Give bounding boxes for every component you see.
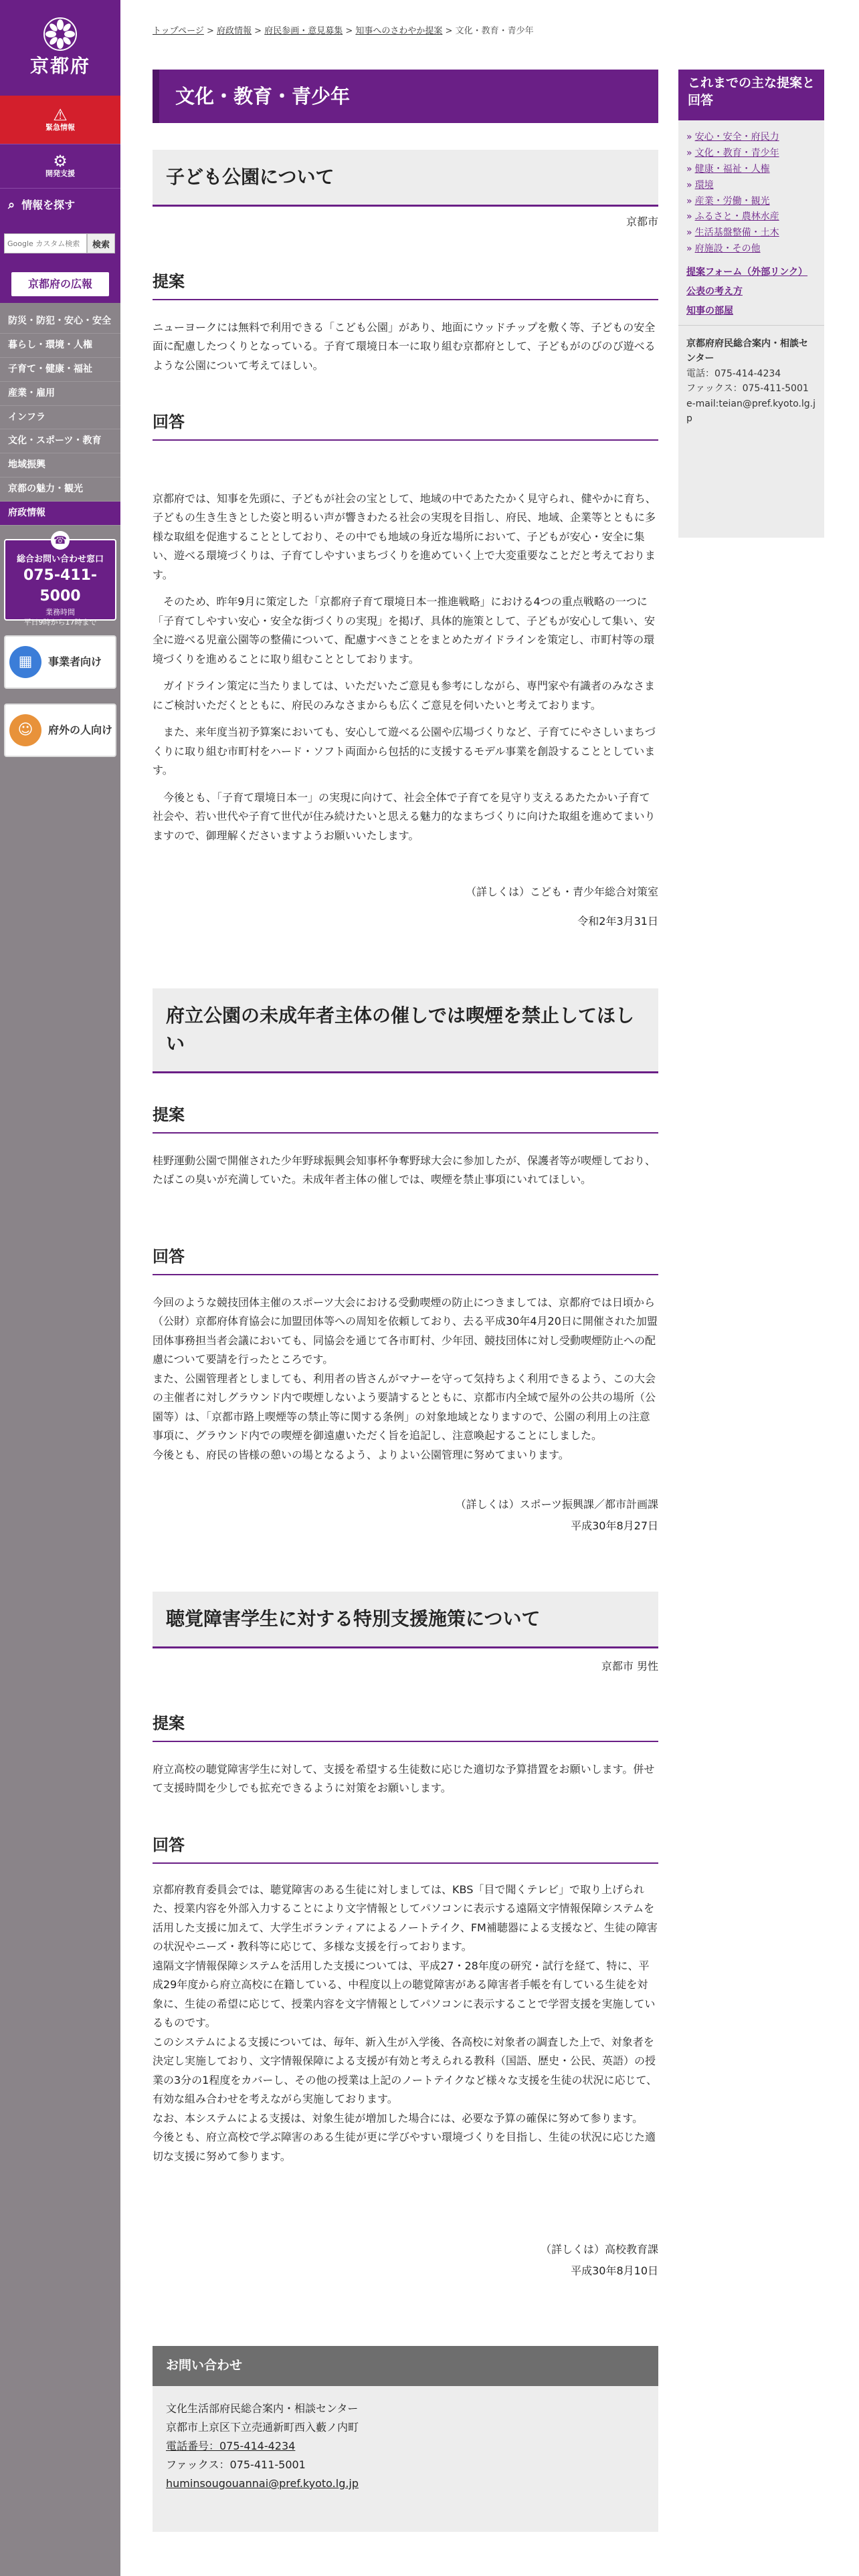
nav-label: 子育て・健康・福祉 bbox=[8, 363, 92, 374]
nav-item-sangyo[interactable] bbox=[0, 382, 120, 406]
answer-paragraph: ガイドライン策定に当たりましては、いただいたご意見も参考にしながら、専門家や有識者のみなさまにご検討いただくとともに、府民のみなさまからも広くご意見を伺いたいと考えております。 bbox=[153, 679, 656, 712]
nav-label: 文化・スポーツ・教育 bbox=[8, 435, 102, 447]
answer-paragraph: また、公園管理者としましても、利用者の皆さんがマナーを守って気持ちよく利用できるよう、この大会の主催者に対しグラウンド内で喫煙しないよう要請するとともに、京都市内全域で屋外の公共の場所（公園等）は、「京都市路上喫煙等の禁止等に関する条例」の対象地域となりますので、公園の利用上の注意事項に、グラウンド内での喫煙を御遠慮いただく旨を追記し、注意喚起することにしました。 bbox=[153, 1372, 656, 1442]
outside-visitors-card[interactable] bbox=[4, 704, 116, 757]
nav-item-bunka[interactable] bbox=[0, 429, 120, 453]
contact-box bbox=[153, 2346, 658, 2532]
contact-box-number: 075-411-5000 bbox=[23, 567, 98, 605]
section-title-kitsuen: 府立公園の未成年者主体の催しでは喫煙を禁止してほしい bbox=[153, 988, 658, 1073]
section1-proposal-heading: 提案 bbox=[153, 272, 658, 300]
outside-label: 府外の人向け bbox=[48, 724, 113, 737]
aside-title: これまでの主な提案と回答 bbox=[678, 70, 824, 120]
aside-item bbox=[686, 146, 816, 162]
aside-link-anzen[interactable]: 安心・安全・府民力 bbox=[694, 132, 779, 142]
section3-author: 京都市 男性 bbox=[601, 1660, 658, 1673]
contact-body bbox=[153, 2386, 658, 2506]
emergency-info-button[interactable] bbox=[0, 96, 120, 144]
nav-label: 地域振興 bbox=[8, 459, 45, 471]
aside-link-shisetsu[interactable]: 府施設・その他 bbox=[694, 243, 761, 255]
support-label: 開発支援 bbox=[45, 169, 75, 179]
section1-author: 京都市 bbox=[626, 215, 658, 228]
section3-answer bbox=[153, 1881, 658, 2166]
nav-item-fusei[interactable] bbox=[0, 502, 120, 526]
breadcrumb-teian[interactable]: 知事へのさわやか提案 bbox=[355, 26, 443, 36]
contact-box-title: 総合お問い合わせ窓口 bbox=[16, 554, 104, 565]
section3-proposal bbox=[153, 1760, 658, 1806]
search-button[interactable]: 検索 bbox=[87, 233, 115, 253]
contact-email-link[interactable]: huminsougouannai@pref.kyoto.lg.jp bbox=[166, 2477, 359, 2490]
aside-link-bunka[interactable]: 文化・教育・青少年 bbox=[694, 147, 779, 158]
nav-label: 防災・防犯・安心・安全 bbox=[8, 316, 111, 326]
contact-box-hours-label: 業務時間 bbox=[45, 607, 75, 617]
answer-paragraph: 今後とも、府民の皆様の憩いの場となるよう、よりよい公園管理に努めてまいります。 bbox=[153, 1448, 569, 1461]
nav-item-chiiki[interactable] bbox=[0, 453, 120, 477]
left-sidebar bbox=[0, 0, 120, 2576]
aside-item bbox=[686, 225, 816, 241]
proposal-form-link[interactable]: 提案フォーム（外部リンク） bbox=[686, 267, 808, 278]
section3-answer-heading: 回答 bbox=[153, 1835, 658, 1864]
section1-proposal bbox=[153, 318, 658, 383]
general-contact-box[interactable] bbox=[4, 534, 116, 627]
right-aside bbox=[678, 70, 824, 538]
nav-item-bousai[interactable] bbox=[0, 310, 120, 334]
aside-info-title: 京都府府民総合案内・相談センター bbox=[686, 338, 808, 364]
site-name: 京都府 bbox=[29, 55, 90, 78]
contact-tel-link[interactable]: 電話番号：075-414-4234 bbox=[166, 2440, 296, 2452]
nav-label: 京都の魅力・観光 bbox=[8, 484, 83, 495]
aside-link-kenko[interactable]: 健康・福祉・人権 bbox=[694, 163, 770, 175]
nav-label: インフラ bbox=[8, 411, 45, 423]
section2-proposal bbox=[153, 1152, 658, 1198]
aside-link-kankyo[interactable]: 環境 bbox=[694, 179, 714, 191]
bullet-icon: » bbox=[686, 147, 692, 158]
business-icon: ▦ bbox=[9, 646, 41, 678]
aside-form-item bbox=[678, 265, 824, 280]
bullet-icon: » bbox=[686, 243, 692, 255]
site-logo[interactable] bbox=[0, 0, 120, 96]
aside-link-furusato[interactable]: ふるさと・農林水産 bbox=[694, 211, 779, 223]
proposal-text: 府立高校の聴覚障害学生に対して、支援を希望する生徒数に応じた適切な予算措置をお願いします。併せて支援時間を少しでも拡充できるように対策をお願いします。 bbox=[153, 1763, 655, 1795]
section1-answer-heading: 回答 bbox=[153, 412, 658, 441]
koho-wrap bbox=[0, 265, 120, 303]
contact-box-hours: 平日9時から17時まで bbox=[23, 618, 97, 627]
aside-item bbox=[686, 130, 816, 146]
contact-address: 京都市上京区下立売通新町西入藪ノ内町 bbox=[166, 2421, 359, 2434]
phone-icon: ☎ bbox=[51, 531, 70, 550]
answer-paragraph: 遠隔文字情報保障システムを活用した支援については、平成27・28年度の研究・試行を経て、特に、平成29年度から府立高校に在籍している、中程度以上の聴覚障害がある障害者手帳を有している生徒を対象に、生徒の希望に応じて、授業内容を文字情報としてパソコンに表示することで学習支援を実施しているものです。 bbox=[153, 1959, 656, 2030]
koho-button[interactable]: 京都府の広報 bbox=[11, 272, 109, 296]
governor-room-link[interactable]: 知事の部屋 bbox=[686, 306, 733, 316]
emergency-label: 緊急情報 bbox=[45, 122, 75, 132]
nav-item-kosodate[interactable] bbox=[0, 358, 120, 382]
section1-inquiry: （詳しくは）こども・青少年総合対策室 bbox=[465, 885, 658, 898]
section2-proposal-heading: 提案 bbox=[153, 1105, 658, 1134]
warning-icon: ⚠ bbox=[53, 105, 68, 124]
aside-item bbox=[686, 162, 816, 178]
aside-link-sangyo[interactable]: 産業・労働・観光 bbox=[694, 195, 770, 207]
section1-date: 令和2年3月31日 bbox=[577, 915, 658, 928]
aside-policy-item bbox=[678, 285, 824, 299]
bullet-icon: » bbox=[686, 227, 692, 239]
bullet-icon: » bbox=[686, 163, 692, 175]
people-icon: ☺ bbox=[9, 714, 41, 746]
kyoto-crest-icon bbox=[43, 17, 78, 51]
aside-info-mail: e-mail:teian@pref.kyoto.lg.jp bbox=[686, 398, 816, 424]
proposal-text: ニューヨークには無料で利用できる「こども公園」があり、地面にウッドチップを敷く等、子どもの安全面に配慮したつくりとなっている。子育て環境日本一に取り組む京都府として、子どもがのびのび遊べるような公園について考えてほしい。 bbox=[153, 321, 656, 372]
aside-link-list bbox=[678, 120, 824, 260]
answer-paragraph: 今後とも、「子育て環境日本一」の実現に向けて、社会全体で子育てを見守り支えるあたたかい子育て社会や、若い世代や子育て世代が住み続けたいと思える魅力的なまちづくりに向けた取組を進めてまいりますので、御理解くださいますようお願いいたします。 bbox=[153, 790, 656, 842]
search-icon: ⌕ bbox=[8, 197, 15, 212]
aside-item bbox=[686, 194, 816, 210]
nav-item-miryoku[interactable] bbox=[0, 477, 120, 502]
site-search bbox=[0, 221, 120, 265]
aside-info-tel: 電話：075-414-4234 bbox=[686, 368, 781, 379]
nav-label: 府政情報 bbox=[8, 508, 45, 519]
answer-paragraph: このシステムによる支援については、毎年、新入生が入学後、各高校に対象者の調査した上で、対象者を決定し実施しており、文字情報保障による支援が有効と考えられる教科（国語、歴史・公民、英語）の授業の3分の1程度をカバーし、その他の授業は上記のノートテイクなど様々な支援を生徒の状況に応じて、有効な組み合わせを考えながら実施しております。 bbox=[153, 2035, 658, 2106]
answer-paragraph: そのため、昨年9月に策定した「京都府子育て環境日本一推進戦略」における4つの重点戦略の一つに「子育てしやすい安心・安全な街づくりの実現」を掲げ、具体的施策として、子どもが安心して集い、安全に遊べる児童公園等の整備について、配慮すべきことをまとめたガイドラインを策定し、市町村等の環境づくりを進めることに取り組むこととしております。 bbox=[153, 595, 656, 665]
section2-date: 平成30年8月27日 bbox=[571, 1519, 658, 1532]
answer-paragraph: また、来年度当初予算案においても、安心して遊べる公園や広場づくりなど、子育てにやさしいまちづくりに取り組む市町村をハード・ソフト両面から包括的に支援するモデル事業を創設することとしています。 bbox=[153, 726, 656, 777]
support-button[interactable] bbox=[0, 144, 120, 188]
section1-answer bbox=[153, 490, 658, 853]
aside-link-seikatsu[interactable]: 生活基盤整備・土木 bbox=[694, 227, 779, 239]
section3-proposal-heading: 提案 bbox=[153, 1713, 658, 1742]
breadcrumb-fusei[interactable]: 府政情報 bbox=[217, 26, 252, 36]
policy-link[interactable]: 公表の考え方 bbox=[686, 286, 743, 297]
business-label: 事業者向け bbox=[48, 655, 102, 669]
nav-label: 暮らし・環境・人権 bbox=[8, 339, 92, 350]
breadcrumb-current: 文化・教育・青少年 bbox=[455, 26, 534, 36]
find-info-toggle[interactable] bbox=[0, 188, 120, 221]
breadcrumb: トップページ > 府政情報 > 府民参画・意見募集 > 知事へのさわやか提案 > 文化・教育・青少年 bbox=[153, 26, 534, 36]
answer-paragraph: 今後とも、府立高校で学ぶ障害のある生徒が更に学びやすい環境づくりを目指し、生徒の状況に応じた適切な支援に努めて参ります。 bbox=[153, 2131, 656, 2163]
section2-answer-heading: 回答 bbox=[153, 1247, 658, 1275]
contact-office: 文化生活部府民総合案内・相談センター bbox=[166, 2402, 359, 2415]
page-title: 文化・教育・青少年 bbox=[153, 70, 658, 123]
nav-item-kurashi[interactable] bbox=[0, 334, 120, 358]
contact-heading: お問い合わせ bbox=[153, 2346, 658, 2386]
bullet-icon: » bbox=[686, 195, 692, 207]
aside-item bbox=[686, 178, 816, 194]
nav-item-infra[interactable] bbox=[0, 406, 120, 430]
find-label: 情報を探す bbox=[21, 198, 76, 211]
aside-item bbox=[686, 241, 816, 257]
gear-icon: ⚙ bbox=[53, 152, 68, 171]
section2-inquiry: （詳しくは）スポーツ振興課／都市計画課 bbox=[455, 1498, 658, 1511]
answer-paragraph: 京都府では、知事を先頭に、子どもが社会の宝として、地域の中であたたかく見守られ、健やかに育ち、子どもの生き生きとした姿と明るい声が響きわたる社会の実現を目指し、府民、地域、企業等とともに多様な取組を促進することとしており、その中でも地域の身近な場所において、子どもが安心・安全に集い、遊べる環境づくりは、子育てしやすいまちづくりを進めていく上で大変重要なことだと考えております。 bbox=[153, 492, 656, 581]
answer-paragraph: 今回のような競技団体主催のスポーツ大会における受動喫煙の防止につきましては、京都府では日頃から（公財）京都府体育協会に加盟団体等への周知を依頼しており、去る平成30年4月20日に開催された加盟団体事務担当者会議においても、同協会を通じて各市町村、少年団、競技団体に対し受動喫煙防止への配慮について要請を行ったところです。 bbox=[153, 1296, 658, 1366]
section3-date: 平成30年8月10日 bbox=[571, 2264, 658, 2277]
aside-item bbox=[686, 209, 816, 225]
nav-label: 産業・雇用 bbox=[8, 387, 55, 399]
contact-fax: ファックス：075-411-5001 bbox=[166, 2458, 306, 2471]
search-input[interactable] bbox=[4, 233, 87, 253]
business-link-card[interactable] bbox=[4, 635, 116, 689]
bullet-icon: » bbox=[686, 179, 692, 191]
answer-paragraph: なお、本システムによる支援は、対象生徒が増加した場合には、必要な予算の確保に努めて参ります。 bbox=[153, 2111, 644, 2125]
breadcrumb-sankaku[interactable]: 府民参画・意見募集 bbox=[264, 26, 343, 36]
sidebar-nav bbox=[0, 310, 120, 526]
aside-info-fax: ファックス：075-411-5001 bbox=[686, 383, 809, 395]
aside-contact-info bbox=[678, 325, 824, 426]
section-title-chokaku: 聴覚障害学生に対する特別支援施策について bbox=[153, 1592, 658, 1648]
section-title-kodomo-koen: 子ども公園について bbox=[153, 150, 658, 207]
breadcrumb-top[interactable]: トップページ bbox=[153, 26, 204, 36]
answer-paragraph: 京都府教育委員会では、聴覚障害のある生徒に対しましては、KBS「目で聞くテレビ」で取り上げられた、授業内容を外部入力することにより文字情報としてパソコンに表示する遠隔文字情報保障システムを活用した支援に加えて、大学生ボランティアによるノートテイク、FM補聴器による支援など、生徒の障害の状況やニーズ・教科等に応じて、多様な支援を行っております。 bbox=[153, 1883, 658, 1953]
aside-dept-item bbox=[678, 304, 824, 318]
section2-answer bbox=[153, 1293, 658, 1465]
section3-inquiry: （詳しくは）高校教育課 bbox=[540, 2243, 658, 2256]
proposal-text: 桂野運動公園で開催された少年野球振興会知事杯争奪野球大会に参加したが、保護者等が喫煙しており、たばこの臭いが充満していた。未成年者主体の催しでは、喫煙を禁止事項にいれてほしい。 bbox=[153, 1154, 656, 1186]
bullet-icon: » bbox=[686, 132, 692, 142]
bullet-icon: » bbox=[686, 211, 692, 223]
